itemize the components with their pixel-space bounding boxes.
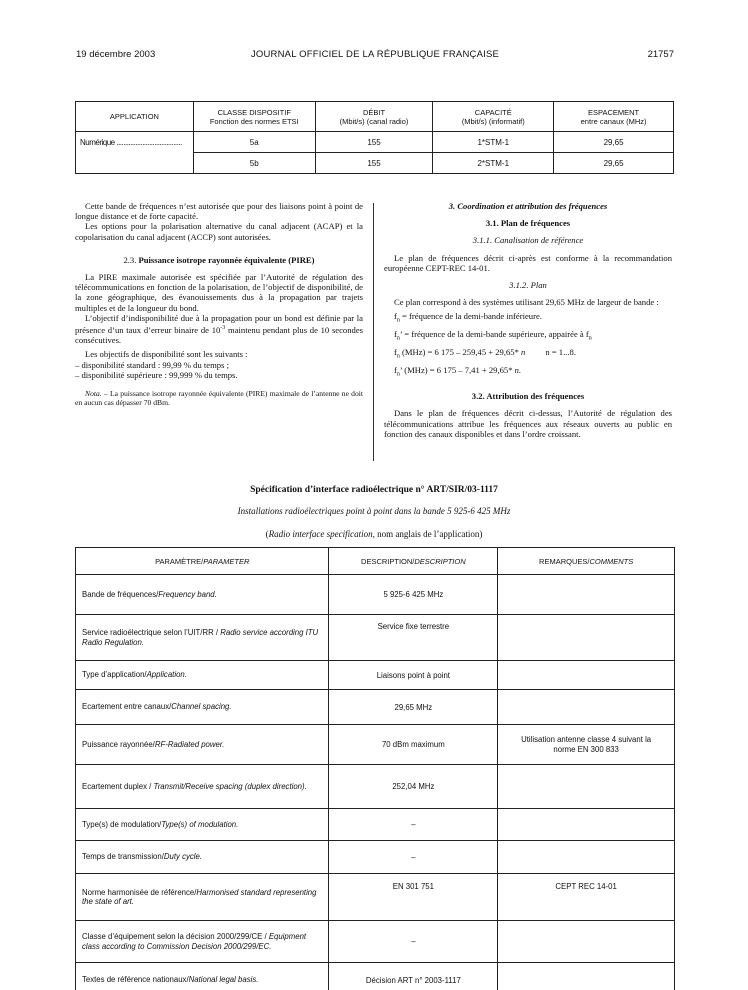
cell-comments: [498, 690, 675, 725]
cell-parameter: Type d’application/Application.: [76, 661, 329, 690]
column-divider: [373, 203, 374, 461]
table-row: [76, 809, 675, 841]
cell-espacement: 29,65: [554, 153, 674, 174]
cell-description: –: [329, 841, 498, 874]
section-heading-3-1: 3.1. Plan de fréquences: [485, 218, 571, 229]
paragraph: Dans le plan de fréquences décrit ci-dessus, l’Autorité de régulation des télécommunications attribue les fréquences aux réseaux ouverts au public en fonction des canaux disponibles et dans l’ordre croissant.: [384, 408, 672, 439]
formula-line: $f_n$ (MHz) = 6 175 – 259,45 + 29,65* n n = 1...8.: [394, 347, 576, 360]
cell-comments: CEPT REC 14-01: [498, 874, 675, 921]
cell-classe: 5a: [193, 132, 315, 153]
cell-parameter: Ecartement entre canaux/Channel spacing.: [76, 690, 329, 725]
table-header-row: [76, 102, 674, 132]
paragraph: La PIRE maximale autorisée est spécifiée par l’Autorité de régulation des télécommunications en fonction de la polarisation, de l’objectif de disponibilité, de la zone géographique, des évanouissements dus à la propagation par trajets multiples et de la longueur du bond.: [75, 272, 363, 313]
section-heading-3-1-2: 3.1.2. Plan: [509, 280, 547, 291]
note: Nota. – La puissance isotrope rayonnée équivalente (PIRE) maximale de l’antenne ne doit en aucun cas dépasser 70 dBm.: [75, 388, 363, 407]
table-row: [76, 725, 675, 765]
cell-parameter: Classe d’équipement selon la décision 2000/299/CE / Equipment class according to Commission Decision 2000/299/EC.: [76, 921, 329, 963]
cell-comments: [498, 809, 675, 841]
formula-line: $f_n$’ = fréquence de la demi-bande supérieure, appairée à $f_n$: [394, 329, 592, 343]
table-row: [76, 765, 675, 809]
table-header-row: [76, 548, 675, 575]
table-row: [76, 874, 675, 921]
table-row: [76, 661, 675, 690]
table-row: [76, 575, 675, 615]
cell-comments: [498, 615, 675, 661]
header-journal-title: JOURNAL OFFICIEL DE LA RÉPUBLIQUE FRANÇAISE: [250, 49, 500, 60]
cell-description: Liaisons point à point: [329, 661, 498, 690]
cell-comments: [498, 841, 675, 874]
cell-parameter: Ecartement duplex / Transmit/Receive spacing (duplex direction).: [76, 765, 329, 809]
table-row: [76, 615, 675, 661]
cell-parameter: Service radioélectrique selon l’UIT/RR / Radio service according ITU Radio Regulation.: [76, 615, 329, 661]
cell-description: –: [329, 809, 498, 841]
cell-comments: [498, 963, 675, 990]
header-page-number: 21757: [647, 49, 674, 60]
table-row: [76, 841, 675, 874]
header-date: 19 décembre 2003: [76, 49, 156, 60]
section-heading-3: 3. Coordination et attribution des fréquences: [448, 201, 608, 211]
cell-classe: 5b: [193, 153, 315, 174]
spec-subtitle: Installations radioélectriques point à point dans la bande 5 925-6 425 MHz: [237, 506, 511, 516]
table-row: [76, 132, 674, 153]
cell-parameter: Temps de transmission/Duty cycle.: [76, 841, 329, 874]
col-parameter: PARAMÈTRE/PARAMETER: [76, 548, 329, 575]
table-row: [76, 153, 674, 174]
cell-comments: [498, 575, 675, 615]
cell-description: –: [329, 921, 498, 963]
section-heading-3-2: 3.2. Attribution des fréquences: [471, 391, 585, 402]
spec-title: Spécification d’interface radioélectrique n° ART/SIR/03-1117: [250, 485, 498, 495]
col-espacement: ESPACEMENT entre canaux (MHz): [554, 102, 674, 132]
cell-description: 70 dBm maximum: [329, 725, 498, 765]
cell-application: Numérique ......................................: [76, 132, 194, 153]
page-header: [76, 49, 674, 63]
cell-application: [76, 153, 194, 174]
channel-class-table: [75, 101, 674, 174]
table-row: [76, 963, 675, 990]
cell-description: EN 301 751: [329, 874, 498, 921]
cell-parameter: Norme harmonisée de référence/Harmonised standard representing the state of art.: [76, 874, 329, 921]
spec-subtitle-english: (Radio interface specification, nom anglais de l’application): [265, 529, 483, 539]
cell-parameter: Bande de fréquences/Frequency band.: [76, 575, 329, 615]
cell-comments: [498, 921, 675, 963]
cell-debit: 155: [315, 132, 433, 153]
cell-description: 29,65 MHz: [329, 690, 498, 725]
cell-description: Service fixe terrestre: [329, 615, 498, 661]
col-classe: CLASSE DISPOSITIF Fonction des normes ETSI: [193, 102, 315, 132]
table-row: [76, 690, 675, 725]
radio-interface-spec-table: [75, 547, 675, 990]
cell-description: Décision ART n° 2003-1117: [329, 963, 498, 990]
col-debit: DÉBIT (Mbit/s) (canal radio): [315, 102, 433, 132]
col-description: DESCRIPTION/DESCRIPTION: [329, 548, 498, 575]
cell-comments: [498, 661, 675, 690]
right-text-column: [384, 201, 672, 439]
paragraph: Cette bande de fréquences n’est autorisée que pour des liaisons point à point de longue distance et de forte capacité.: [75, 201, 363, 222]
section-heading-2-3: 2.3. Puissance isotrope rayonnée équivalente (PIRE): [123, 254, 315, 265]
list-item: – disponibilité standard : 99,99 % du temps ;: [75, 359, 229, 370]
cell-description: 252,04 MHz: [329, 765, 498, 809]
list-item: – disponibilité supérieure : 99,999 % du temps.: [75, 369, 238, 380]
paragraph: Les objectifs de disponibilité sont les suivants :: [85, 349, 248, 360]
left-text-column: [75, 201, 363, 407]
cell-comments: [498, 765, 675, 809]
cell-comments: Utilisation antenne classe 4 suivant la norme EN 300 833: [498, 725, 675, 765]
section-heading-3-1-1: 3.1.1. Canalisation de référence: [472, 235, 584, 246]
cell-parameter: Textes de référence nationaux/National legal basis.: [76, 963, 329, 990]
cell-parameter: Puissance rayonnée/RF-Radiated power.: [76, 725, 329, 765]
cell-espacement: 29,65: [554, 132, 674, 153]
paragraph: Ce plan correspond à des systèmes utilisant 29,65 MHz de largeur de bande :: [394, 297, 659, 308]
cell-parameter: Type(s) de modulation/Type(s) of modulation.: [76, 809, 329, 841]
table-row: [76, 921, 675, 963]
paragraph: Les options pour la polarisation alternative du canal adjacent (ACAP) et la copolarisation du canal adjacent (ACCP) sont autorisées.: [75, 221, 363, 242]
col-capacite: CAPACITÉ (Mbit/s) (informatif): [433, 102, 554, 132]
col-application: APPLICATION: [76, 102, 194, 132]
paragraph: L’objectif d’indisponibilité due à la propagation pour un bond est définie par la présence d’un taux d’erreur binaire de $10^{-3}$ maintenu pendant plus de 10 secondes consécutives.: [75, 312, 363, 346]
formula-line: $f_n$ = fréquence de la demi-bande inférieure.: [394, 311, 542, 325]
cell-capacite: 2*STM-1: [433, 153, 554, 174]
paragraph: Le plan de fréquences décrit ci-après est conforme à la recommandation européenne CEPT-REC 14-01.: [384, 252, 672, 273]
cell-capacite: 1*STM-1: [433, 132, 554, 153]
formula-line: $f_n$’ (MHz) = 6 175 – 7,41 + 29,65* n.: [394, 365, 522, 378]
cell-debit: 155: [315, 153, 433, 174]
cell-description: 5 925-6 425 MHz: [329, 575, 498, 615]
col-comments: REMARQUES/COMMENTS: [498, 548, 675, 575]
